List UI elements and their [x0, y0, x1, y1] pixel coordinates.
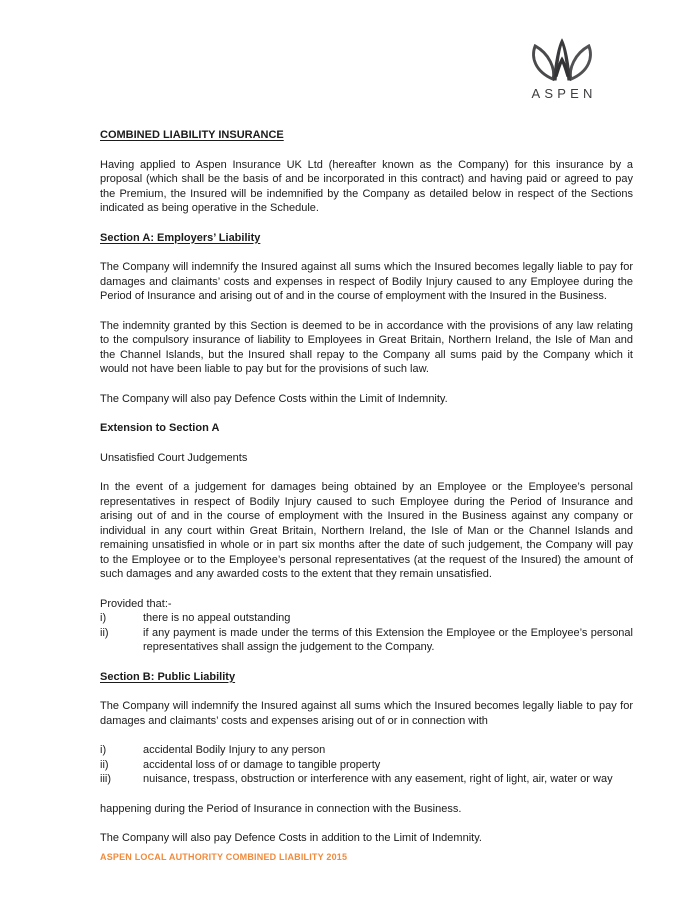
section-b-heading: Section B: Public Liability: [100, 670, 236, 683]
extension-a-paragraph: In the event of a judgement for damages being obtained by an Employee or the Employee’s personal representatives in respect of Bodily Injury caused to such Employee during the Period of Insurance and arising out of and in the course of employment with the Insured in the Business against any company or individual in any court within Great Britain, Northern Ireland, the Isle of Man or the Channel Islands and remaining unsatisfied in whole or in part six months after the date of such judgement, the Company will pay to the Employee or to the Employee’s personal representatives (at the request of the Insured) the amount of such damages and any awarded costs to the extent that they remain unsatisfied.: [100, 481, 633, 580]
proviso-item: [100, 611, 633, 626]
document-title: COMBINED LIABILITY INSURANCE: [100, 129, 284, 141]
aspen-logo: [526, 37, 598, 101]
section-a-paragraph-3: The Company will also pay Defence Costs within the Limit of Indemnity.: [100, 392, 448, 405]
proviso-item: [100, 626, 633, 655]
section-a-paragraph-1: The Company will indemnify the Insured against all sums which the Insured becomes legally liable to pay for damages and claimants’ costs and expenses in respect of Bodily Injury caused to any Employee during the Period of Insurance and arising out of and in the course of employment with the Insured in the Business.: [100, 261, 633, 302]
list-item-numeral: iii): [100, 773, 111, 785]
section-b-paragraph-3: The Company will also pay Defence Costs in addition to the Limit of Indemnity.: [100, 832, 482, 844]
list-item-text: nuisance, trespass, obstruction or interference with any easement, right of light, air, water or way: [143, 773, 613, 785]
aspen-logo-text: ASPEN: [531, 86, 597, 101]
extension-a-heading: Extension to Section A: [100, 422, 220, 434]
list-item: [100, 772, 633, 787]
list-item: [100, 758, 633, 773]
list-item-numeral: i): [100, 744, 107, 756]
document-body: [100, 128, 633, 861]
section-b-list: [100, 743, 633, 787]
list-item: [100, 743, 633, 758]
proviso-numeral: i): [100, 612, 107, 624]
footer-reference: ASPEN LOCAL AUTHORITY COMBINED LIABILITY 2015: [100, 852, 348, 862]
proviso-numeral: ii): [100, 626, 109, 639]
list-item-text: accidental loss of or damage to tangible property: [143, 758, 381, 771]
proviso-intro: Provided that:-: [100, 597, 172, 610]
list-item-text: accidental Bodily Injury to any person: [143, 744, 326, 756]
proviso-text: there is no appeal outstanding: [143, 612, 291, 624]
section-a-paragraph-2: The indemnity granted by this Section is deemed to be in accordance with the provisions of any law relating to the compulsory insurance of liability to Employees in Great Britain, Northern Ireland, the Isle of Man and the Channel Islands, but the Insured shall repay to the Company all sums paid by the Company which it would not have been liable to pay but for the provisions of such law.: [100, 319, 633, 375]
section-b-paragraph-2: happening during the Period of Insurance in connection with the Business.: [100, 802, 462, 815]
section-b-paragraph-1: The Company will indemnify the Insured against all sums which the Insured becomes legally liable to pay for damages and claimants’ costs and expenses arising out of or in connection with: [100, 700, 633, 727]
aspen-lotus-mark-icon: [530, 37, 594, 83]
proviso-text: if any payment is made under the terms of this Extension the Employee or the Employee’s personal representatives shall assign the judgement to the Company.: [143, 626, 633, 653]
extension-a-subheading: Unsatisfied Court Judgements: [100, 451, 248, 464]
proviso-list: [100, 611, 633, 655]
intro-paragraph: Having applied to Aspen Insurance UK Ltd (hereafter known as the Company) for this insurance by a proposal (which shall be the basis of and be incorporated in this contract) and having paid or agreed to pay the Premium, the Insured will be indemnified by the Company as detailed below in respect of the Sections indicated as being operative in the Schedule.: [100, 158, 633, 214]
section-a-heading: Section A: Employers’ Liability: [100, 231, 261, 244]
list-item-numeral: ii): [100, 758, 109, 771]
